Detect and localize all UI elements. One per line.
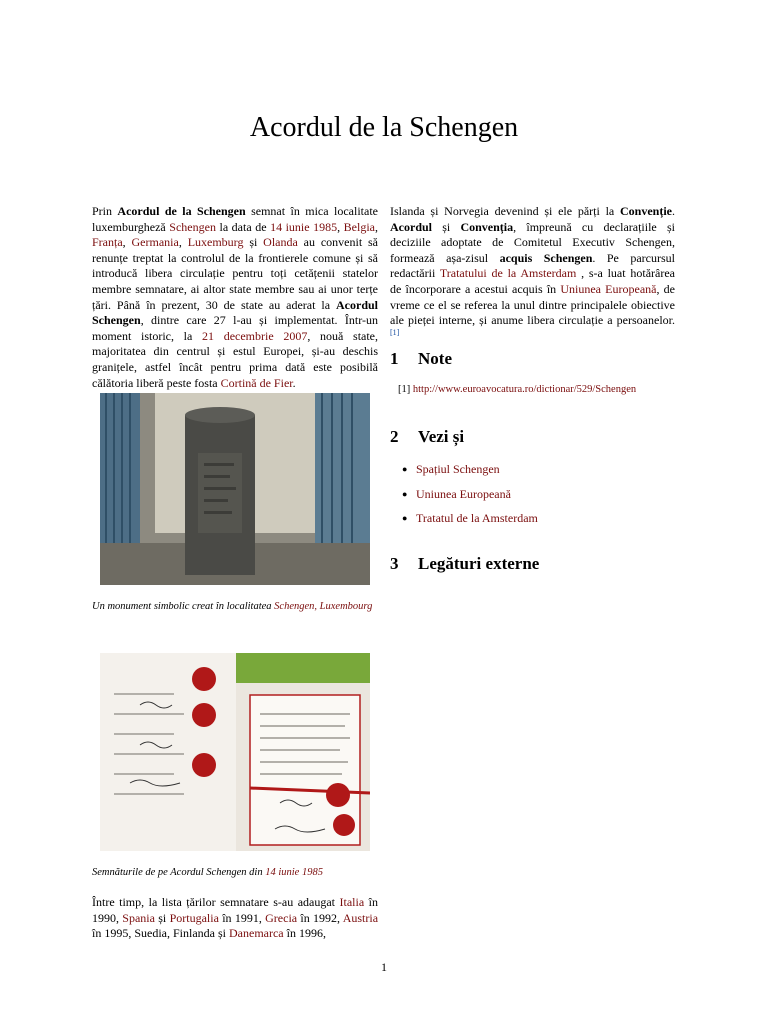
page-title: Acordul de la Schengen (249, 112, 519, 143)
caption-link-date[interactable]: 14 iunie 1985 (265, 867, 323, 878)
note-item (398, 384, 636, 395)
bold-term: Acordul de la Schengen (117, 204, 246, 218)
citation-link[interactable]: [1] (390, 327, 400, 337)
link-franta[interactable]: Franța (92, 235, 123, 250)
see-also-list (402, 462, 538, 536)
link-schengen[interactable]: Schengen (169, 219, 216, 234)
note-marker: [1] (398, 384, 411, 395)
list-item (402, 462, 538, 487)
section-heading-vezi: 2 Vezi și (390, 427, 465, 446)
link-belgia[interactable]: Belgia (343, 219, 375, 234)
page-number: 1 (381, 960, 387, 974)
link-date[interactable]: 14 iunie 1985 (270, 219, 338, 234)
bold-term: Acordul (390, 219, 432, 234)
caption-link-schengen[interactable]: Schengen, Luxembourg (274, 601, 373, 612)
monument-photo[interactable] (100, 393, 370, 585)
link-tratat-amsterdam[interactable]: Tratatului de la Amsterdam (439, 266, 577, 281)
link-cortina[interactable]: Cortină de Fier (220, 375, 293, 390)
bold-term: Convenție (620, 204, 672, 218)
monument-illustration (100, 393, 370, 585)
countries-paragraph: Între timp, la lista țărilor semnatare s-au adaugat Italia în 1990, Spania și Portugalia în 1991, Grecia în 1992, Austria în 1995, Suedia, Finlanda și Danemarca în 1996, (92, 895, 379, 941)
figure1-caption: Un monument simbolic creat în localitatea Schengen, Luxembourg (92, 601, 373, 612)
bold-term: Acordul Schengen (92, 297, 378, 328)
bullet-icon: ● (402, 464, 408, 474)
link-portugalia[interactable]: Portugalia (169, 910, 219, 925)
section-heading-note: 1 Note (390, 349, 452, 368)
link-danemarca[interactable]: Danemarca (229, 926, 284, 941)
list-item (402, 487, 538, 512)
link-spania[interactable]: Spania (122, 910, 155, 925)
link-uniunea-europeana[interactable]: Uniunea Europeană (560, 281, 657, 296)
section-heading-legaturi: 3 Legături externe (390, 554, 540, 573)
continuation-paragraph: Islanda și Norvegia devenind și ele părți la Convenție. Acordul și Convenția, împreună cu declarațiile și deciziile adoptate de Comitetul Executiv Schengen, formează așa-zisul acquis Schengen. Pe parcursul redactării Tratatului de la Amsterdam , s-a luat hotărârea de încorporare a acestui acquis în Uniunea Europeană, de vreme ce el se referea la unul dintre principalele obiective ale pieței interne, și anume libera circulație a persoanelor.[1] (390, 204, 675, 337)
intro-paragraph: Prin Acordul de la Schengen semnat în mica localitate luxemburgheză Schengen la data de 14 iunie 1985, Belgia, Franța, Germania, Luxemburg și Olanda au convenit să renunțe treptat la controlul de la frontierele comune și să introducă libera circulație pentru toți cetățenii statelor membre semnatare, ai altor state membre sau ai unor terțe țări. Până în prezent, 30 de state au aderat la Acordul Schengen, dintre care 27 l-au și implementat. Într-un moment istoric, la 21 decembrie 2007, nouă state, majoritatea din centrul și estul Europei, și-au deschis granițele, astfel încât pentru prima dată este posibilă călătoria liberă peste fosta Cortină de Fier. (92, 204, 379, 390)
list-item (402, 511, 538, 536)
figure2-caption: Semnăturile de pe Acordul Schengen din 14 iunie 1985 (92, 867, 323, 878)
see-also-link[interactable]: Spațiul Schengen (416, 462, 500, 476)
see-also-link[interactable]: Uniunea Europeană (416, 486, 511, 501)
link-germania[interactable]: Germania (131, 235, 179, 250)
signatures-illustration (100, 653, 370, 851)
link-dec-2007[interactable]: 21 decembrie 2007 (202, 328, 308, 343)
link-italia[interactable]: Italia (339, 895, 365, 909)
bold-term: Convenția (460, 219, 514, 234)
bold-term: acquis Schengen (499, 250, 593, 265)
signatures-photo[interactable] (100, 653, 370, 851)
link-grecia[interactable]: Grecia (265, 910, 298, 925)
see-also-link[interactable]: Tratatul de la Amsterdam (416, 511, 538, 525)
bullet-icon: ● (402, 488, 408, 499)
link-austria[interactable]: Austria (342, 910, 379, 925)
note-url-link[interactable]: http://www.euroavocatura.ro/dictionar/529/Schengen (412, 384, 637, 395)
link-luxemburg[interactable]: Luxemburg (187, 235, 244, 250)
bullet-icon: ● (402, 513, 408, 523)
link-olanda[interactable]: Olanda (263, 235, 298, 250)
